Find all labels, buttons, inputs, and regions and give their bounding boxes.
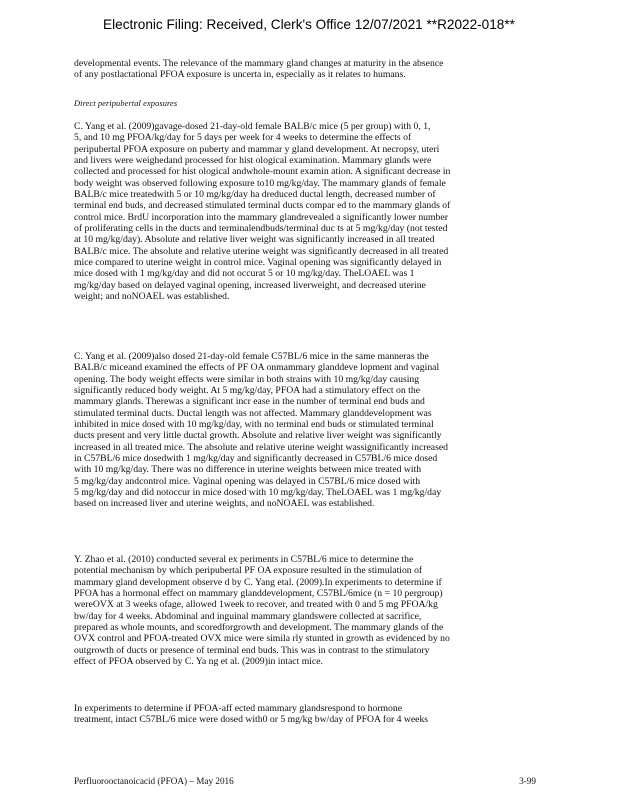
paragraph-yang-balbc: C. Yang et al. (2009)gavage-dosed 21-day-old female BALB/c mice (5 per group) with 0, 1, 5, and 10 mg PFOA/kg/day for 5 days per week for 4 weeks to determine the effects of peripubertal PFOA exposure on puberty and mammar y gland development. At necropsy, uteri and livers were weighedand processed for hist ological examination. Mammary glands were collected and processed for hist ological andwhole-mount examin ation. A significant decrease in body weight was observed following exposure to10 mg/kg/day. The mammary glands of female BALB/c mice treatedwith 5 or 10 mg/kg/day ha dreduced ductal length, decreased number of terminal end buds, and decreased stimulated terminal ducts compar ed to the mammary glands of control mice. BrdU incorporation into the mammary glandrevealed a significantly lower number of proliferating cells in the ducts and terminalendbuds/terminal duc ts at 5 mg/kg/day (not tested at 10 mg/kg/day). Absolute and relative liver weight was significantly increased in all treated BALB/c mice. The absolute and relative uterine weight was significantly decreased in all treated mice compared to uterine weight in control mice. Vaginal opening was significantly delayed in mice dosed with 1 mg/kg/day and did not occurat 5 or 10 mg/kg/day. TheLOAEL was 1 mg/kg/day based on delayed vaginal opening, increased liverweight, and decreased uterine weight; and noNOAEL was established. [74, 121, 451, 303]
filing-stamp-header: Electronic Filing: Received, Clerk's Office 12/07/2021 **R2022-018** [103, 17, 515, 32]
paragraph-yang-c57bl6: C. Yang et al. (2009)also dosed 21-day-old female C57BL/6 mice in the same manneras the BALB/c miceand examined the effects of PF OA onmammary glanddeve lopment and vaginal opening. The body weight effects were similar in both strains with 10 mg/kg/day causing significantly reduced body weight. At 5 mg/kg/day, PFOA had a stimulatory effect on the mammary glands. Therewas a significant incr ease in the number of terminal end buds and stimulated terminal ducts. Ductal length was not affected. Mammary glanddevelopment was inhibited in mice dosed with 10 mg/kg/day, with no terminal end buds or stimulated terminal ducts present and very little ductal growth. Absolute and relative liver weight was significantly increased in all treated mice. The absolute and relative uterine weight wassignificantly increased in C57BL/6 mice dosedwith 1 mg/kg/day and significantly decreased in C57BL/6 mice dosed with 10 mg/kg/day. There was no difference in uterine weights between mice treated with 5 mg/kg/day andcontrol mice. Vaginal opening was delayed in C57BL/6 mice dosed with 5 mg/kg/day and did notoccur in mice dosed with 10 mg/kg/day. TheLOAEL was 1 mg/kg/day based on increased liver and uterine weights, and noNOAEL was established. [74, 351, 448, 510]
page-number: 3-99 [519, 776, 536, 786]
paragraph-hormone-experiments: In experiments to determine if PFOA-aff ected mammary glandsrespond to hormone treatment, intact C57BL/6 mice were dosed with0 or 5 mg/kg bw/day of PFOA for 4 weeks [74, 703, 429, 726]
section-heading: Direct peripubertal exposures [74, 99, 178, 108]
paragraph-zhao: Y. Zhao et al. (2010) conducted several ex periments in C57BL/6 mice to determine the potential mechanism by which peripubertal PF OA exposure resulted in the stimulation of mammary gland development observe d by C. Yang etal. (2009).In experiments to determine if PFOA has a hormonal effect on mammary glanddevelopment, C57BL/6mice (n = 10 pergroup) wereOVX at 3 weeks ofage, allowed 1week to recover, and treated with 0 and 5 mg PFOA/kg bw/day for 4 weeks. Abdominal and inguinal mammary glandswere collected at sacrifice, prepared as whole mounts, and scoredforgrowth and development. The mammary glands of the OVX control and PFOA-treated OVX mice were simila rly stunted in growth as evidenced by no outgrowth of ducts or presence of terminal end buds. This was in contrast to the stimulatory effect of PFOA observed by C. Ya ng et al. (2009)in intact mice. [74, 554, 450, 668]
footer-document-title: Perfluorooctanoicacid (PFOA) – May 2016 [74, 776, 234, 786]
intro-paragraph: developmental events. The relevance of the mammary gland changes at maturity in the absence of any postlactational PFOA exposure is uncerta in, especially as it relates to humans. [74, 58, 444, 81]
